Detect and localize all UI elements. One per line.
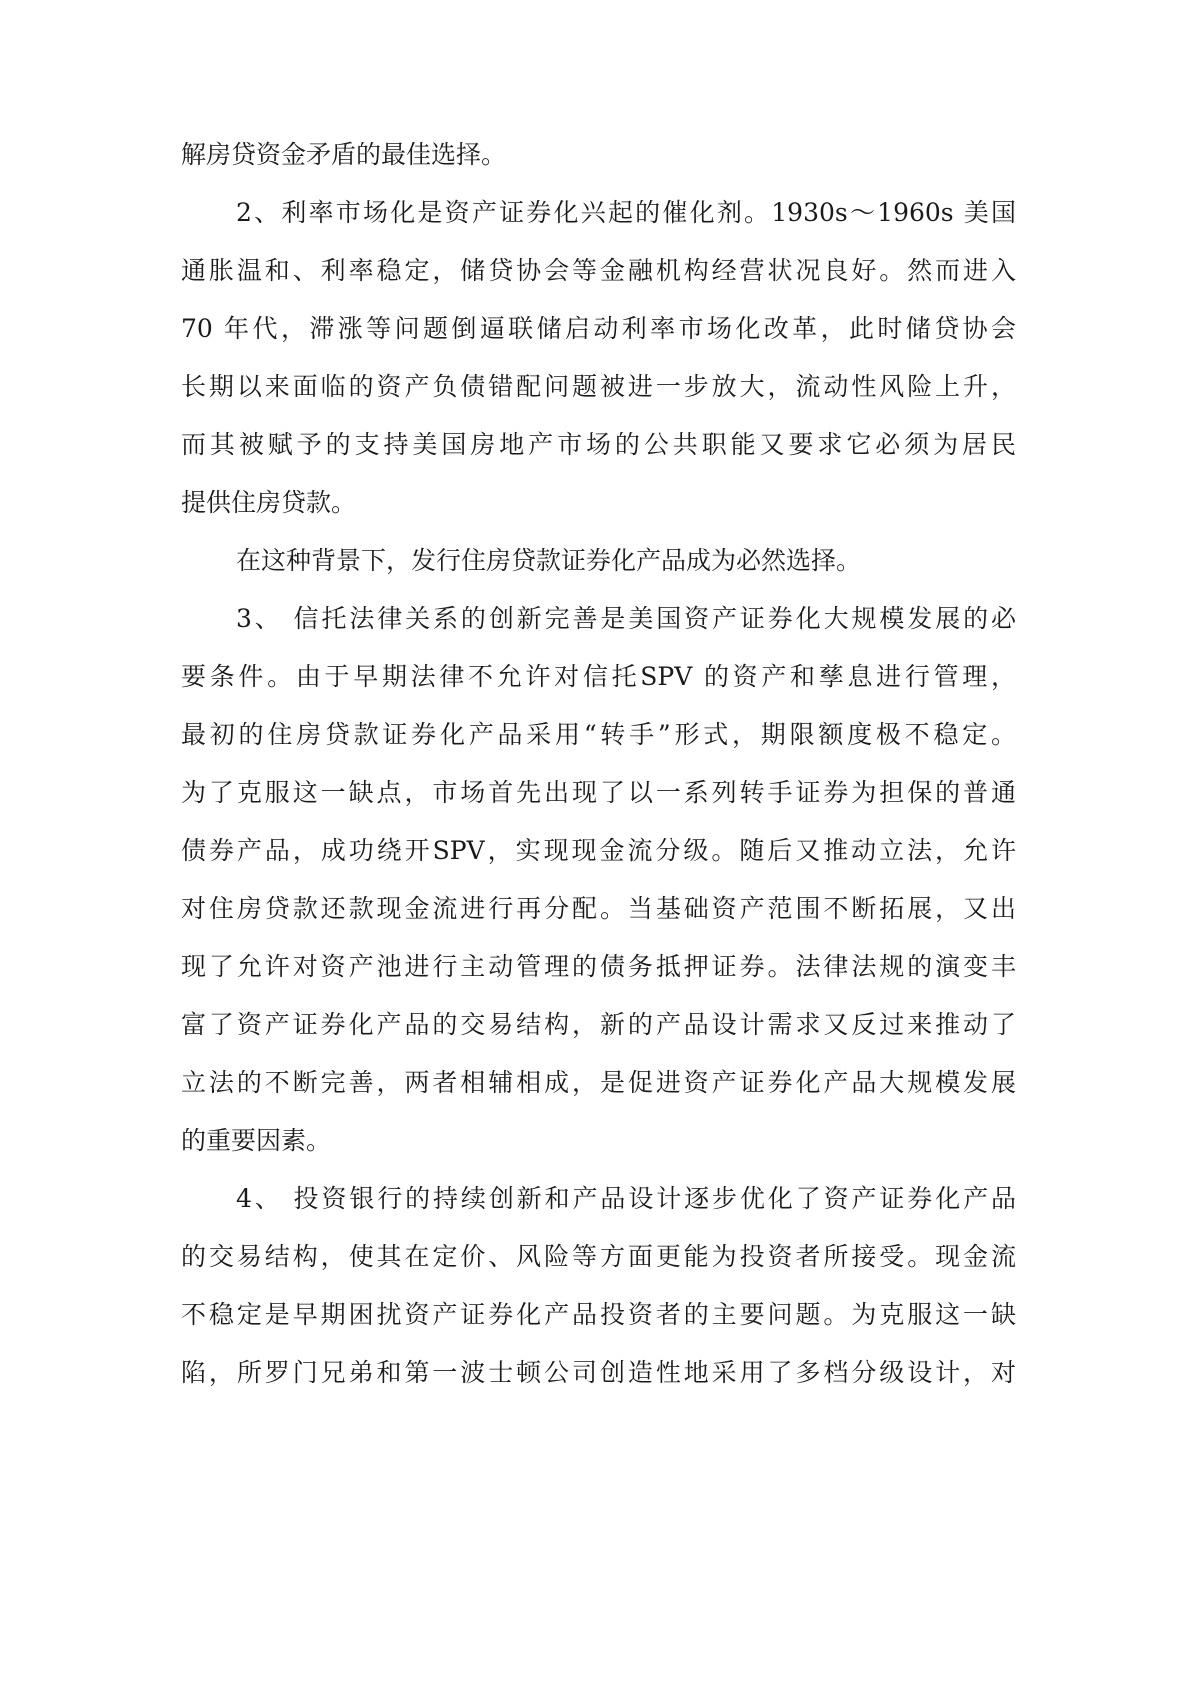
text-line: 2、利率市场化是资产证券化兴起的催化剂。1930s～1960s 美国: [236, 198, 1016, 227]
text-line: 现了允许对资产池进行主动管理的债务抵押证券。法律法规的演变丰: [181, 952, 1016, 981]
text-line: 陷，所罗门兄弟和第一波士顿公司创造性地采用了多档分级设计，对: [181, 1358, 1016, 1387]
text-line: 提供住房贷款。: [181, 488, 357, 517]
text-line: 的交易结构，使其在定价、风险等方面更能为投资者所接受。现金流: [181, 1242, 1016, 1271]
text-line: 4、 投资银行的持续创新和产品设计逐步优化了资产证券化产品: [236, 1184, 1016, 1213]
text-line: 不稳定是早期困扰资产证券化产品投资者的主要问题。为克服这一缺: [181, 1300, 1016, 1329]
text-line: 为了克服这一缺点，市场首先出现了以一系列转手证券为担保的普通: [181, 778, 1016, 807]
text-line: 3、 信托法律关系的创新完善是美国资产证券化大规模发展的必: [236, 604, 1016, 633]
text-line: 富了资产证券化产品的交易结构，新的产品设计需求又反过来推动了: [181, 1010, 1016, 1039]
text-line: 最初的住房贷款证券化产品采用“转手”形式，期限额度极不稳定。: [181, 720, 1016, 749]
text-line: 在这种背景下，发行住房贷款证券化产品成为必然选择。: [236, 546, 862, 575]
text-line: 而其被赋予的支持美国房地产市场的公共职能又要求它必须为居民: [181, 430, 1016, 459]
text-line: 70 年代，滞涨等问题倒逼联储启动利率市场化改革，此时储贷协会: [181, 314, 1016, 343]
text-line: 解房贷资金矛盾的最佳选择。: [181, 140, 507, 169]
text-line: 债券产品，成功绕开SPV，实现现金流分级。随后又推动立法，允许: [181, 836, 1016, 865]
text-line: 要条件。由于早期法律不允许对信托SPV 的资产和孳息进行管理，: [181, 662, 1016, 691]
text-line: 对住房贷款还款现金流进行再分配。当基础资产范围不断拓展，又出: [181, 894, 1016, 923]
text-line: 通胀温和、利率稳定，储贷协会等金融机构经营状况良好。然而进入: [181, 256, 1016, 285]
text-line: 长期以来面临的资产负债错配问题被进一步放大，流动性风险上升，: [181, 372, 1016, 401]
text-line: 的重要因素。: [181, 1126, 332, 1155]
text-line: 立法的不断完善，两者相辅相成，是促进资产证券化产品大规模发展: [181, 1068, 1016, 1097]
